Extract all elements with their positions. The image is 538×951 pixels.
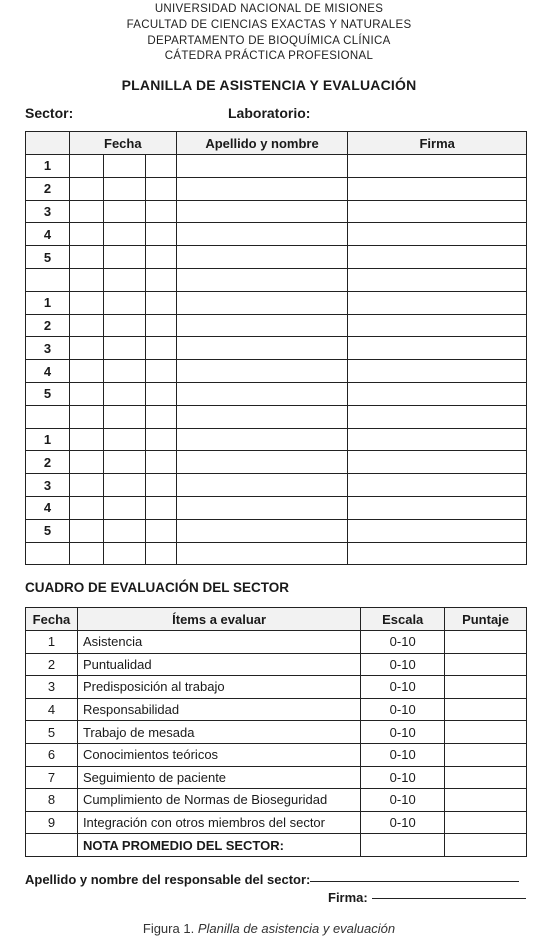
nombre-cell[interactable] [176,291,348,314]
attendance-row [26,496,527,519]
evaluation-section-title: CUADRO DE EVALUACIÓN DEL SECTOR [25,580,290,595]
evaluation-row [26,743,527,766]
eval-item: Responsabilidad [77,698,360,721]
fecha-year-cell[interactable] [145,474,176,497]
fecha-year-cell[interactable] [145,177,176,200]
laboratorio-label: Laboratorio: [228,105,311,121]
eval-number: 4 [26,698,78,721]
fecha-year-cell[interactable] [145,200,176,223]
attendance-row [26,542,527,565]
fecha-year-cell[interactable] [145,428,176,451]
attendance-row [26,246,527,269]
evaluation-row [26,698,527,721]
nombre-cell[interactable] [176,337,348,360]
average-escala-cell [361,834,445,857]
eval-escala: 0-10 [361,698,445,721]
eval-items-header: Ítems a evaluar [77,608,360,631]
header-line-faculty: FACULTAD DE CIENCIAS EXACTAS Y NATURALES [126,18,412,31]
attendance-row [26,200,527,223]
figure-caption [0,921,538,936]
fecha-month-cell[interactable] [103,155,145,178]
attendance-table [25,131,527,565]
evaluation-row [26,653,527,676]
eval-puntaje-cell[interactable] [445,653,527,676]
fecha-year-cell[interactable] [145,314,176,337]
evaluation-header-row [26,608,527,631]
attendance-row [26,337,527,360]
fecha-month-cell[interactable] [103,428,145,451]
eval-item: Asistencia [77,631,360,654]
eval-escala: 0-10 [361,789,445,812]
row-number [26,405,70,428]
row-number: 5 [26,246,70,269]
fecha-month-cell[interactable] [103,382,145,405]
attendance-row [26,177,527,200]
row-number: 2 [26,177,70,200]
fecha-year-cell[interactable] [145,405,176,428]
eval-puntaje-cell[interactable] [445,698,527,721]
attendance-row [26,291,527,314]
fecha-month-cell[interactable] [103,223,145,246]
attendance-row [26,451,527,474]
header-line-university: UNIVERSIDAD NACIONAL DE MISIONES [154,3,384,15]
fecha-day-cell[interactable] [69,177,103,200]
eval-item: Integración con otros miembros del sector [77,811,360,834]
evaluation-row [26,676,527,699]
fecha-year-cell[interactable] [145,155,176,178]
nombre-cell[interactable] [176,314,348,337]
caption-text: Planilla de asistencia y evaluación [197,921,396,936]
eval-number: 8 [26,789,78,812]
eval-item: Trabajo de mesada [77,721,360,744]
attendance-row [26,405,527,428]
fecha-month-cell[interactable] [103,360,145,383]
fecha-day-cell[interactable] [69,337,103,360]
firma-line[interactable] [372,898,526,899]
eval-escala-header: Escala [361,608,445,631]
fecha-year-cell[interactable] [145,451,176,474]
fecha-header: Fecha [69,132,176,155]
fecha-month-cell[interactable] [103,246,145,269]
page-title: PLANILLA DE ASISTENCIA Y EVALUACIÓN [121,77,417,93]
attendance-row [26,223,527,246]
attendance-row [26,382,527,405]
firma-cell[interactable] [348,223,527,246]
responsable-label: Apellido y nombre del responsable del sector: [25,872,311,887]
nombre-cell[interactable] [176,382,348,405]
firma-cell[interactable] [348,246,527,269]
eval-puntaje-cell[interactable] [445,766,527,789]
row-number: 5 [26,382,70,405]
attendance-row [26,314,527,337]
firma-cell[interactable] [348,177,527,200]
institution-header [0,2,538,65]
average-label: NOTA PROMEDIO DEL SECTOR: [77,834,360,857]
nombre-cell[interactable] [176,246,348,269]
fecha-day-cell[interactable] [69,519,103,542]
evaluation-row [26,721,527,744]
fecha-day-cell[interactable] [69,496,103,519]
fecha-year-cell[interactable] [145,519,176,542]
fecha-month-cell[interactable] [103,314,145,337]
attendance-row [26,155,527,178]
sector-label: Sector: [25,105,74,121]
fecha-year-cell[interactable] [145,268,176,291]
average-row [26,834,527,857]
nombre-cell[interactable] [176,519,348,542]
fecha-month-cell[interactable] [103,405,145,428]
fecha-month-cell[interactable] [103,519,145,542]
fecha-month-cell[interactable] [103,451,145,474]
nombre-cell[interactable] [176,268,348,291]
fecha-day-cell[interactable] [69,451,103,474]
fecha-month-cell[interactable] [103,474,145,497]
firma-header: Firma [348,132,527,155]
eval-escala: 0-10 [361,676,445,699]
fecha-day-cell[interactable] [69,360,103,383]
row-number [26,542,70,565]
row-number: 5 [26,519,70,542]
eval-item: Puntualidad [77,653,360,676]
fecha-year-cell[interactable] [145,337,176,360]
fecha-day-cell[interactable] [69,314,103,337]
eval-escala: 0-10 [361,743,445,766]
nombre-cell[interactable] [176,177,348,200]
nombre-cell[interactable] [176,542,348,565]
row-number: 3 [26,200,70,223]
fecha-day-cell[interactable] [69,223,103,246]
fecha-day-cell[interactable] [69,268,103,291]
eval-item: Conocimientos teóricos [77,743,360,766]
nombre-cell[interactable] [176,405,348,428]
eval-puntaje-cell[interactable] [445,811,527,834]
fecha-day-cell[interactable] [69,474,103,497]
row-number: 2 [26,451,70,474]
fecha-month-cell[interactable] [103,496,145,519]
row-number: 4 [26,223,70,246]
fecha-year-cell[interactable] [145,246,176,269]
firma-label: Firma: [328,890,368,905]
evaluation-table [25,607,527,857]
row-number [26,268,70,291]
nombre-header: Apellido y nombre [176,132,348,155]
eval-number: 6 [26,743,78,766]
evaluation-row [26,631,527,654]
firma-cell[interactable] [348,451,527,474]
firma-cell[interactable] [348,542,527,565]
eval-item: Predisposición al trabajo [77,676,360,699]
attendance-header-row [26,132,527,155]
row-number: 4 [26,496,70,519]
fecha-day-cell[interactable] [69,542,103,565]
fecha-year-cell[interactable] [145,542,176,565]
header-line-department: DEPARTAMENTO DE BIOQUÍMICA CLÍNICA [147,34,391,47]
row-number: 1 [26,291,70,314]
eval-puntaje-cell[interactable] [445,789,527,812]
eval-number: 3 [26,676,78,699]
attendance-corner-cell [26,132,70,155]
attendance-row [26,428,527,451]
eval-puntaje-cell[interactable] [445,631,527,654]
fecha-year-cell[interactable] [145,360,176,383]
attendance-row [26,519,527,542]
responsable-line[interactable] [310,881,519,882]
firma-cell[interactable] [348,337,527,360]
nombre-cell[interactable] [176,155,348,178]
firma-cell[interactable] [348,519,527,542]
eval-escala: 0-10 [361,811,445,834]
eval-number: 5 [26,721,78,744]
eval-number: 9 [26,811,78,834]
eval-number: 2 [26,653,78,676]
eval-escala: 0-10 [361,721,445,744]
nombre-cell[interactable] [176,223,348,246]
fecha-day-cell[interactable] [69,200,103,223]
nombre-cell[interactable] [176,428,348,451]
nombre-cell[interactable] [176,496,348,519]
attendance-row [26,268,527,291]
fecha-year-cell[interactable] [145,382,176,405]
fecha-month-cell[interactable] [103,177,145,200]
eval-item: Cumplimiento de Normas de Bioseguridad [77,789,360,812]
eval-puntaje-cell[interactable] [445,676,527,699]
fecha-day-cell[interactable] [69,428,103,451]
eval-escala: 0-10 [361,653,445,676]
evaluation-row [26,811,527,834]
evaluation-row [26,789,527,812]
row-number: 3 [26,337,70,360]
fecha-month-cell[interactable] [103,337,145,360]
fecha-year-cell[interactable] [145,291,176,314]
firma-cell[interactable] [348,405,527,428]
eval-fecha-header: Fecha [26,608,78,631]
eval-escala: 0-10 [361,766,445,789]
firma-cell[interactable] [348,382,527,405]
fecha-year-cell[interactable] [145,223,176,246]
fecha-month-cell[interactable] [103,200,145,223]
attendance-row [26,474,527,497]
caption-prefix: Figura 1. [142,921,195,936]
firma-cell[interactable] [348,428,527,451]
eval-number: 1 [26,631,78,654]
eval-escala: 0-10 [361,631,445,654]
fecha-year-cell[interactable] [145,496,176,519]
firma-cell[interactable] [348,360,527,383]
eval-item: Seguimiento de paciente [77,766,360,789]
firma-cell[interactable] [348,155,527,178]
row-number: 4 [26,360,70,383]
fecha-month-cell[interactable] [103,268,145,291]
firma-cell[interactable] [348,200,527,223]
fecha-month-cell[interactable] [103,542,145,565]
average-puntaje-cell[interactable] [445,834,527,857]
eval-number: 7 [26,766,78,789]
nombre-cell[interactable] [176,474,348,497]
row-number: 1 [26,155,70,178]
fecha-day-cell[interactable] [69,382,103,405]
eval-puntaje-header: Puntaje [445,608,527,631]
row-number: 1 [26,428,70,451]
nombre-cell[interactable] [176,360,348,383]
fecha-day-cell[interactable] [69,246,103,269]
nombre-cell[interactable] [176,451,348,474]
attendance-row [26,360,527,383]
fecha-day-cell[interactable] [69,405,103,428]
eval-puntaje-cell[interactable] [445,743,527,766]
eval-puntaje-cell[interactable] [445,721,527,744]
fecha-day-cell[interactable] [69,155,103,178]
fecha-day-cell[interactable] [69,291,103,314]
fecha-month-cell[interactable] [103,291,145,314]
row-number: 3 [26,474,70,497]
row-number: 2 [26,314,70,337]
firma-cell[interactable] [348,291,527,314]
firma-cell[interactable] [348,474,527,497]
header-line-chair: CÁTEDRA PRÁCTICA PROFESIONAL [164,50,374,63]
average-empty-cell [26,834,78,857]
nombre-cell[interactable] [176,200,348,223]
firma-cell[interactable] [348,268,527,291]
evaluation-row [26,766,527,789]
firma-cell[interactable] [348,496,527,519]
firma-cell[interactable] [348,314,527,337]
